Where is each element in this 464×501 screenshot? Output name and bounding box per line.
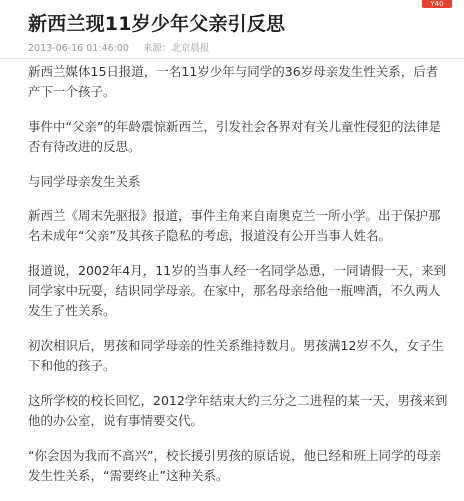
section-heading: 与同学母亲发生关系 — [28, 174, 141, 189]
article-paragraph: 事件中“父亲”的年龄震惊新西兰，引发社会各界对有关儿童性侵犯的法律是否有待改进的反思。 — [28, 119, 441, 154]
notification-badge: Y40 — [422, 0, 452, 8]
article-source: 来源：北京晨报 — [142, 43, 210, 54]
article-paragraph: 初次相识后，男孩和同学母亲的性关系维持数月。男孩满12岁不久，女子生下和他的孩子。 — [28, 338, 444, 373]
article-paragraph: “你会因为我而不高兴”，校长援引男孩的原话说，他已经和班上同学的母亲发生性关系，“需要终止”这种关系。 — [28, 448, 441, 483]
article-date: 2013-06-16 01:46:00 — [28, 43, 129, 54]
article-header — [28, 0, 453, 55]
article-paragraph: 这所学校的校长回忆，2012学年结束大约三分之二进程的某一天，男孩来到他的办公室，说有事情要交代。 — [28, 393, 448, 428]
article-meta — [28, 43, 453, 55]
article-paragraph: 新西兰《周末先驱报》报道，事件主角来自南奥克兰一所小学。出于保护那名未成年“父亲”及其孩子隐私的考虑，报道没有公开当事人姓名。 — [28, 208, 441, 243]
article-title: 新西兰现11岁少年父亲引反思 — [28, 13, 286, 35]
article-body — [28, 62, 448, 501]
header-divider — [0, 58, 464, 59]
article-paragraph: 新西兰媒体15日报道，一名11岁少年与同学的36岁母亲发生性关系，后者产下一个孩子。 — [28, 64, 439, 99]
article-paragraph: 报道说，2002年4月，11岁的当事人经一名同学怂恿，一同请假一天，来到同学家中玩耍，结识同学母亲。在家中，那名母亲给他一瓶啤酒，不久两人发生了性关系。 — [28, 263, 447, 318]
